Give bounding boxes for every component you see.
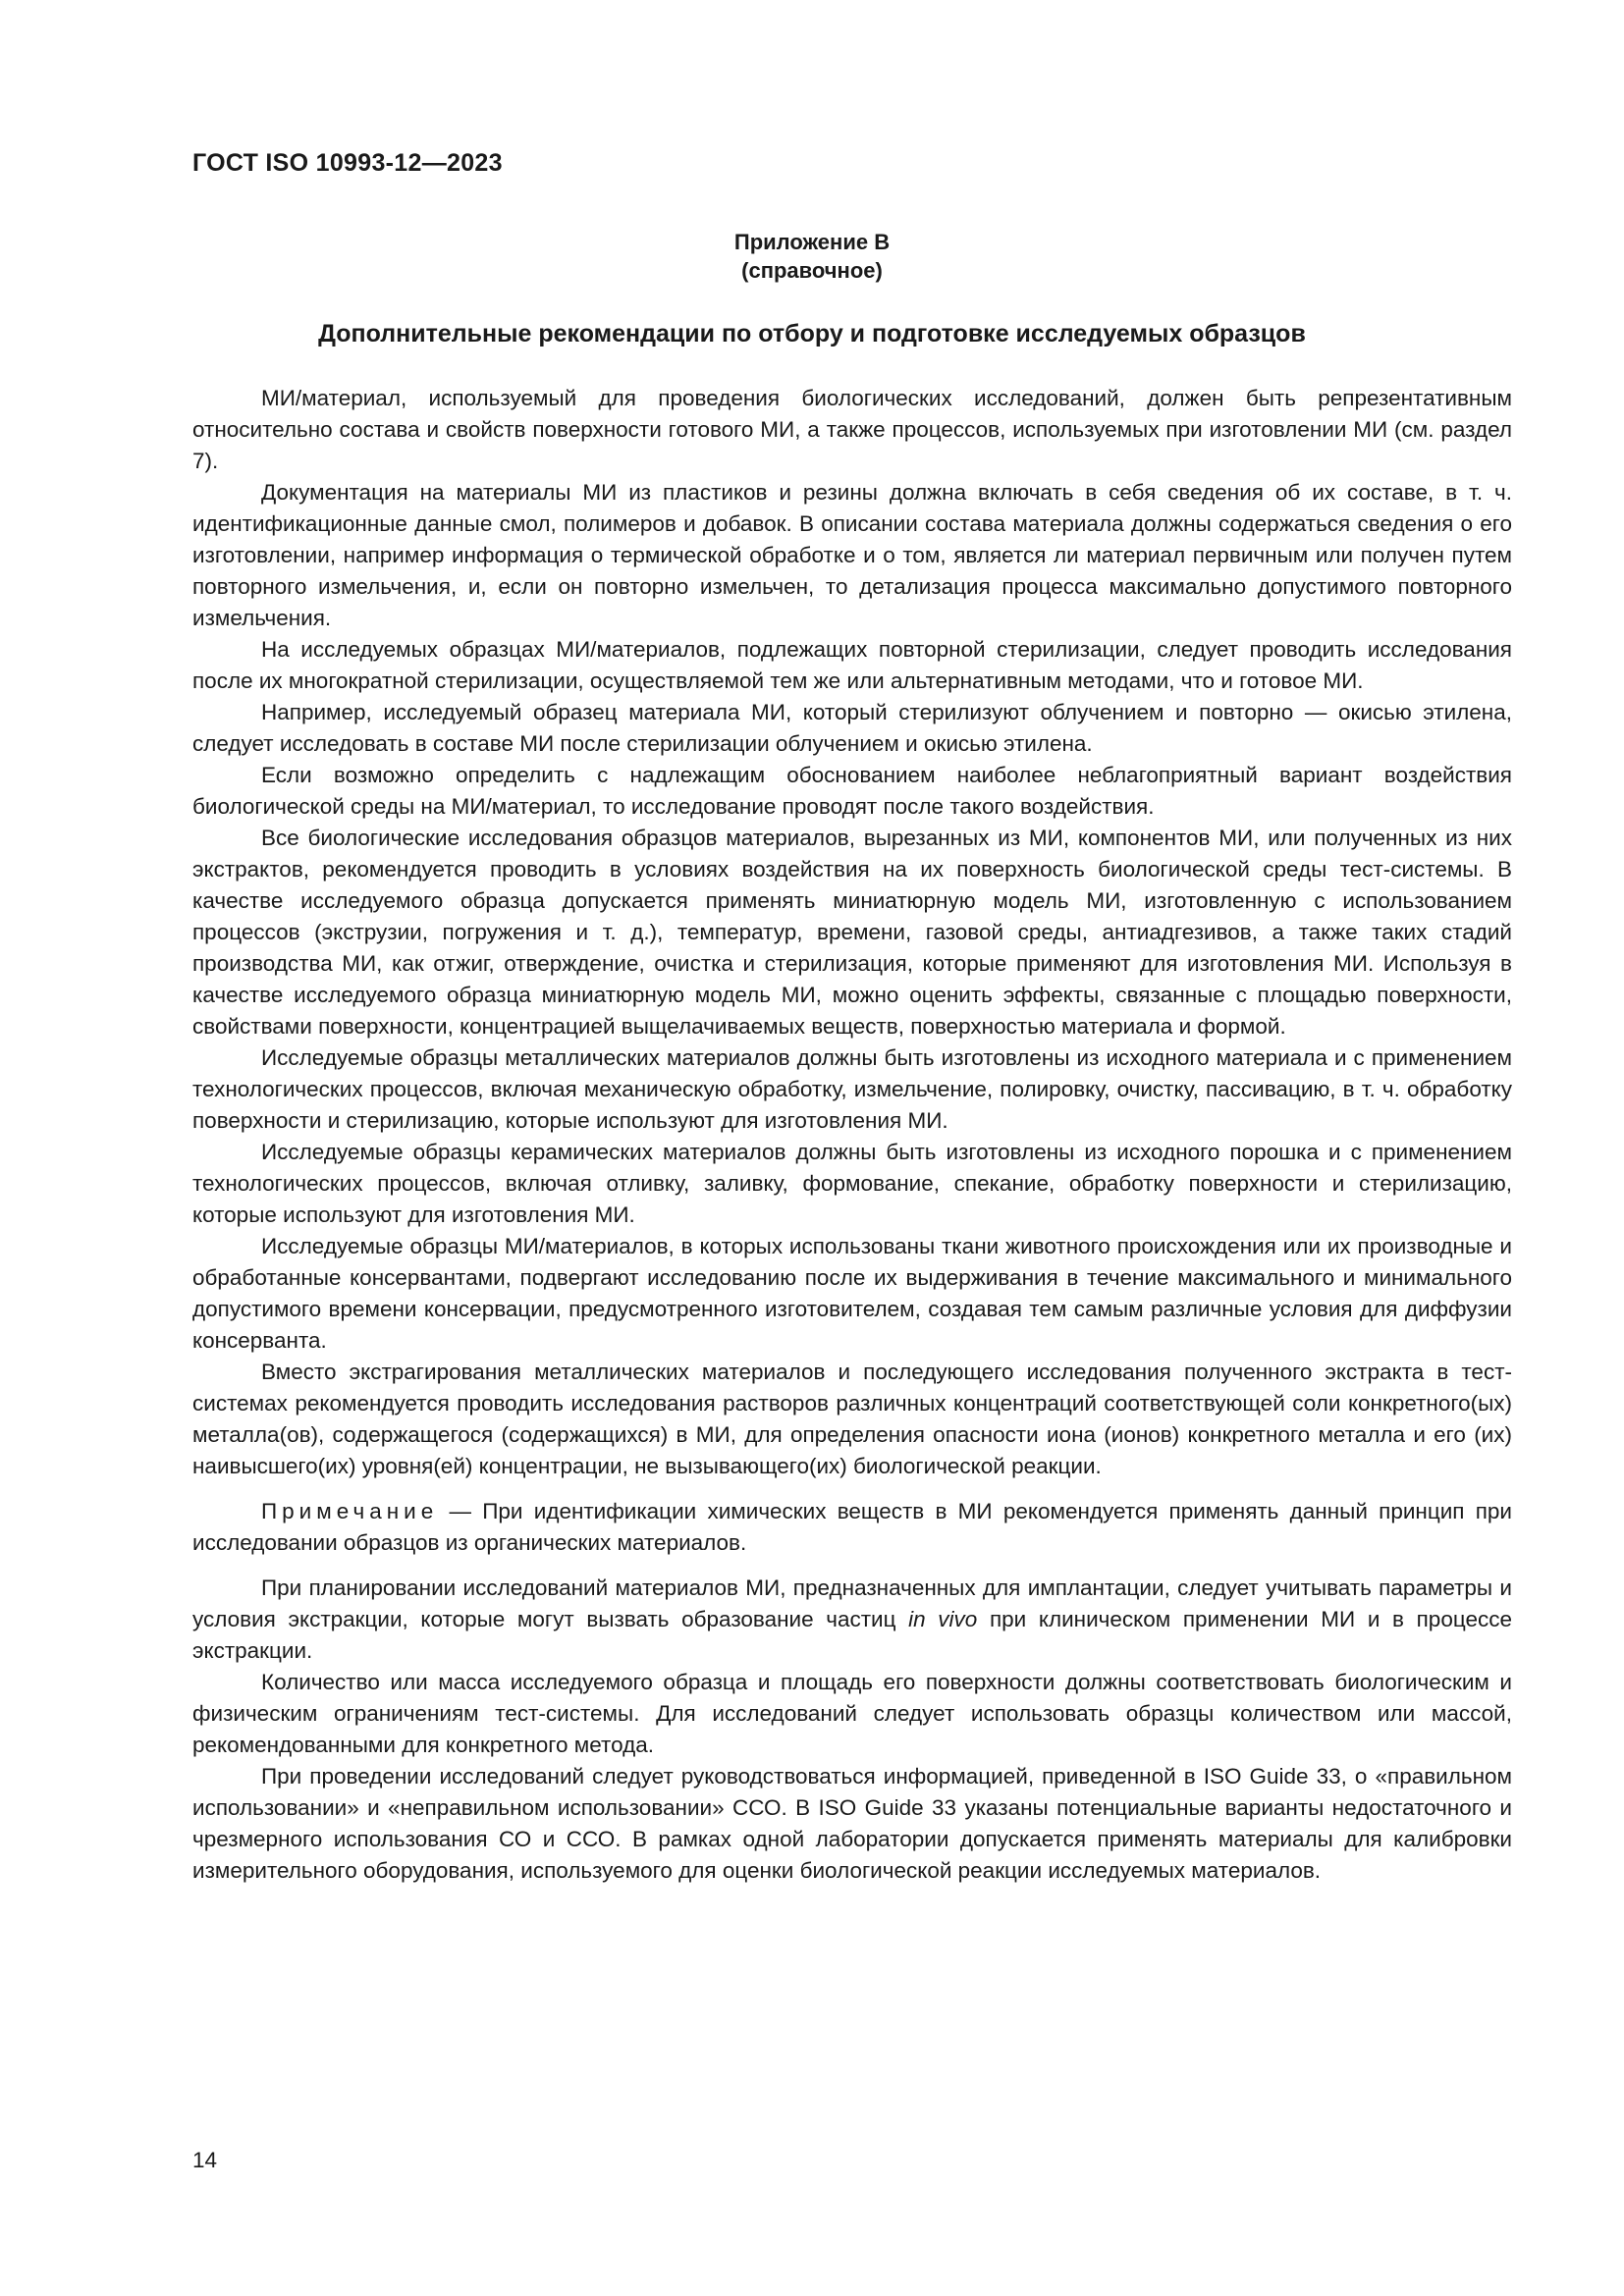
section-title: Дополнительные рекомендации по отбору и подготовке исследуемых образцов [318, 320, 1306, 347]
paragraph: Исследуемые образцы керамических материалов должны быть изготовлены из исходного порошка и с применением технологических процессов, включая отливку, заливку, формование, спекание, обработку поверхности и стерилизацию, которые используют для изготовления МИ. [192, 1140, 1512, 1227]
note-label: Примечание [261, 1499, 439, 1523]
appendix-title: Приложение В [733, 230, 891, 254]
document-header: ГОСТ ISO 10993-12—2023 [192, 149, 503, 177]
paragraph: При проведении исследований следует руководствоваться информацией, приведенной в ISO Guide 33, о «правильном использовании» и «неправильном использовании» ССО. В ISO Guide 33 указаны потенциальные варианты недостаточного и чрезмерного использования СО и ССО. В рамках одной лаборатории допускается применять материалы для калибровки измерительного оборудования, используемого для оценки биологической реакции исследуемых материалов. [192, 1764, 1512, 1883]
paragraph: Если возможно определить с надлежащим обоснованием наиболее неблагоприятный вариант воздействия биологической среды на МИ/материал, то исследование проводят после такого воздействия. [192, 763, 1512, 819]
appendix-heading [0, 228, 1624, 285]
paragraph: Количество или масса исследуемого образца и площадь его поверхности должны соответствовать биологическим и физическим ограничениям тест-системы. Для исследований следует использовать образцы количеством или массой, рекомендованными для конкретного метода. [192, 1670, 1512, 1757]
page-number: 14 [192, 2148, 218, 2172]
document-body [192, 383, 1512, 1887]
paragraph: Все биологические исследования образцов материалов, вырезанных из МИ, компонентов МИ, или полученных из них экстрактов, рекомендуется проводить в условиях воздействия на их поверхность биологической среды тест-системы. В качестве исследуемого образца допускается применять миниатюрную модель МИ, изготовленную с использованием процессов (экструзии, погружения и т. д.), температур, времени, газовой среды, антиадгезивов, а также таких стадий производства МИ, как отжиг, отверждение, очистка и стерилизация, которые применяют для изготовления МИ. Используя в качестве исследуемого образца миниатюрную модель МИ, можно оценить эффекты, связанные с площадью поверхности, свойствами поверхности, концентрацией выщелачиваемых веществ, поверхностью материала и формой. [192, 826, 1512, 1039]
paragraph: МИ/материал, используемый для проведения биологических исследований, должен быть репрезентативным относительно состава и свойств поверхности готового МИ, а также процессов, используемых при изготовлении МИ (см. раздел 7). [192, 386, 1512, 473]
note-text: — При идентификации химических веществ в МИ рекомендуется применять данный принцип при исследовании образцов из органических материалов. [192, 1499, 1512, 1555]
note [192, 1496, 1512, 1559]
appendix-subtitle: (справочное) [741, 258, 883, 283]
paragraph-text: при клиническом применении МИ и в процессе экстракции. [192, 1607, 1512, 1663]
paragraph [192, 1573, 1512, 1667]
paragraph: Исследуемые образцы металлических материалов должны быть изготовлены из исходного материала и с применением технологических процессов, включая механическую обработку, измельчение, полировку, очистку, пассивацию, в т. ч. обработку поверхности и стерилизацию, которые используют для изготовления МИ. [192, 1045, 1512, 1133]
paragraph: Вместо экстрагирования металлических материалов и последующего исследования полученного экстракта в тест-системах рекомендуется проводить исследования растворов различных концентраций соответствующей соли конкретного(ых) металла(ов), содержащегося (содержащихся) в МИ, для определения опасности иона (ионов) конкретного металла и его (их) наивысшего(их) уровня(ей) концентрации, не вызывающего(их) биологической реакции. [192, 1360, 1512, 1478]
paragraph: Исследуемые образцы МИ/материалов, в которых использованы ткани животного происхождения или их производные и обработанные консервантами, подвергают исследованию после их выдерживания в течение максимального и минимального допустимого времени консервации, предусмотренного изготовителем, создавая тем самым различные условия для диффузии консерванта. [192, 1234, 1512, 1353]
paragraph: Например, исследуемый образец материала МИ, который стерилизуют облучением и повторно — окисью этилена, следует исследовать в составе МИ после стерилизации облучением и окисью этилена. [192, 700, 1512, 756]
paragraph: На исследуемых образцах МИ/материалов, подлежащих повторной стерилизации, следует проводить исследования после их многократной стерилизации, осуществляемой тем же или альтернативным методами, что и готовое МИ. [192, 637, 1512, 693]
latin-term: in vivo [908, 1607, 978, 1631]
paragraph: Документация на материалы МИ из пластиков и резины должна включать в себя сведения об их составе, в т. ч. идентификационные данные смол, полимеров и добавок. В описании состава материала должны содержаться сведения о его изготовлении, например информация о термической обработке и о том, является ли материал первичным или получен путем повторного измельчения, и, если он повторно измельчен, то детализация процесса максимально допустимого повторного измельчения. [192, 480, 1512, 630]
paragraph-text: При планировании исследований материалов МИ, предназначенных для имплантации, следует учитывать параметры и условия экстракции, которые могут вызвать образование частиц [192, 1575, 1512, 1631]
